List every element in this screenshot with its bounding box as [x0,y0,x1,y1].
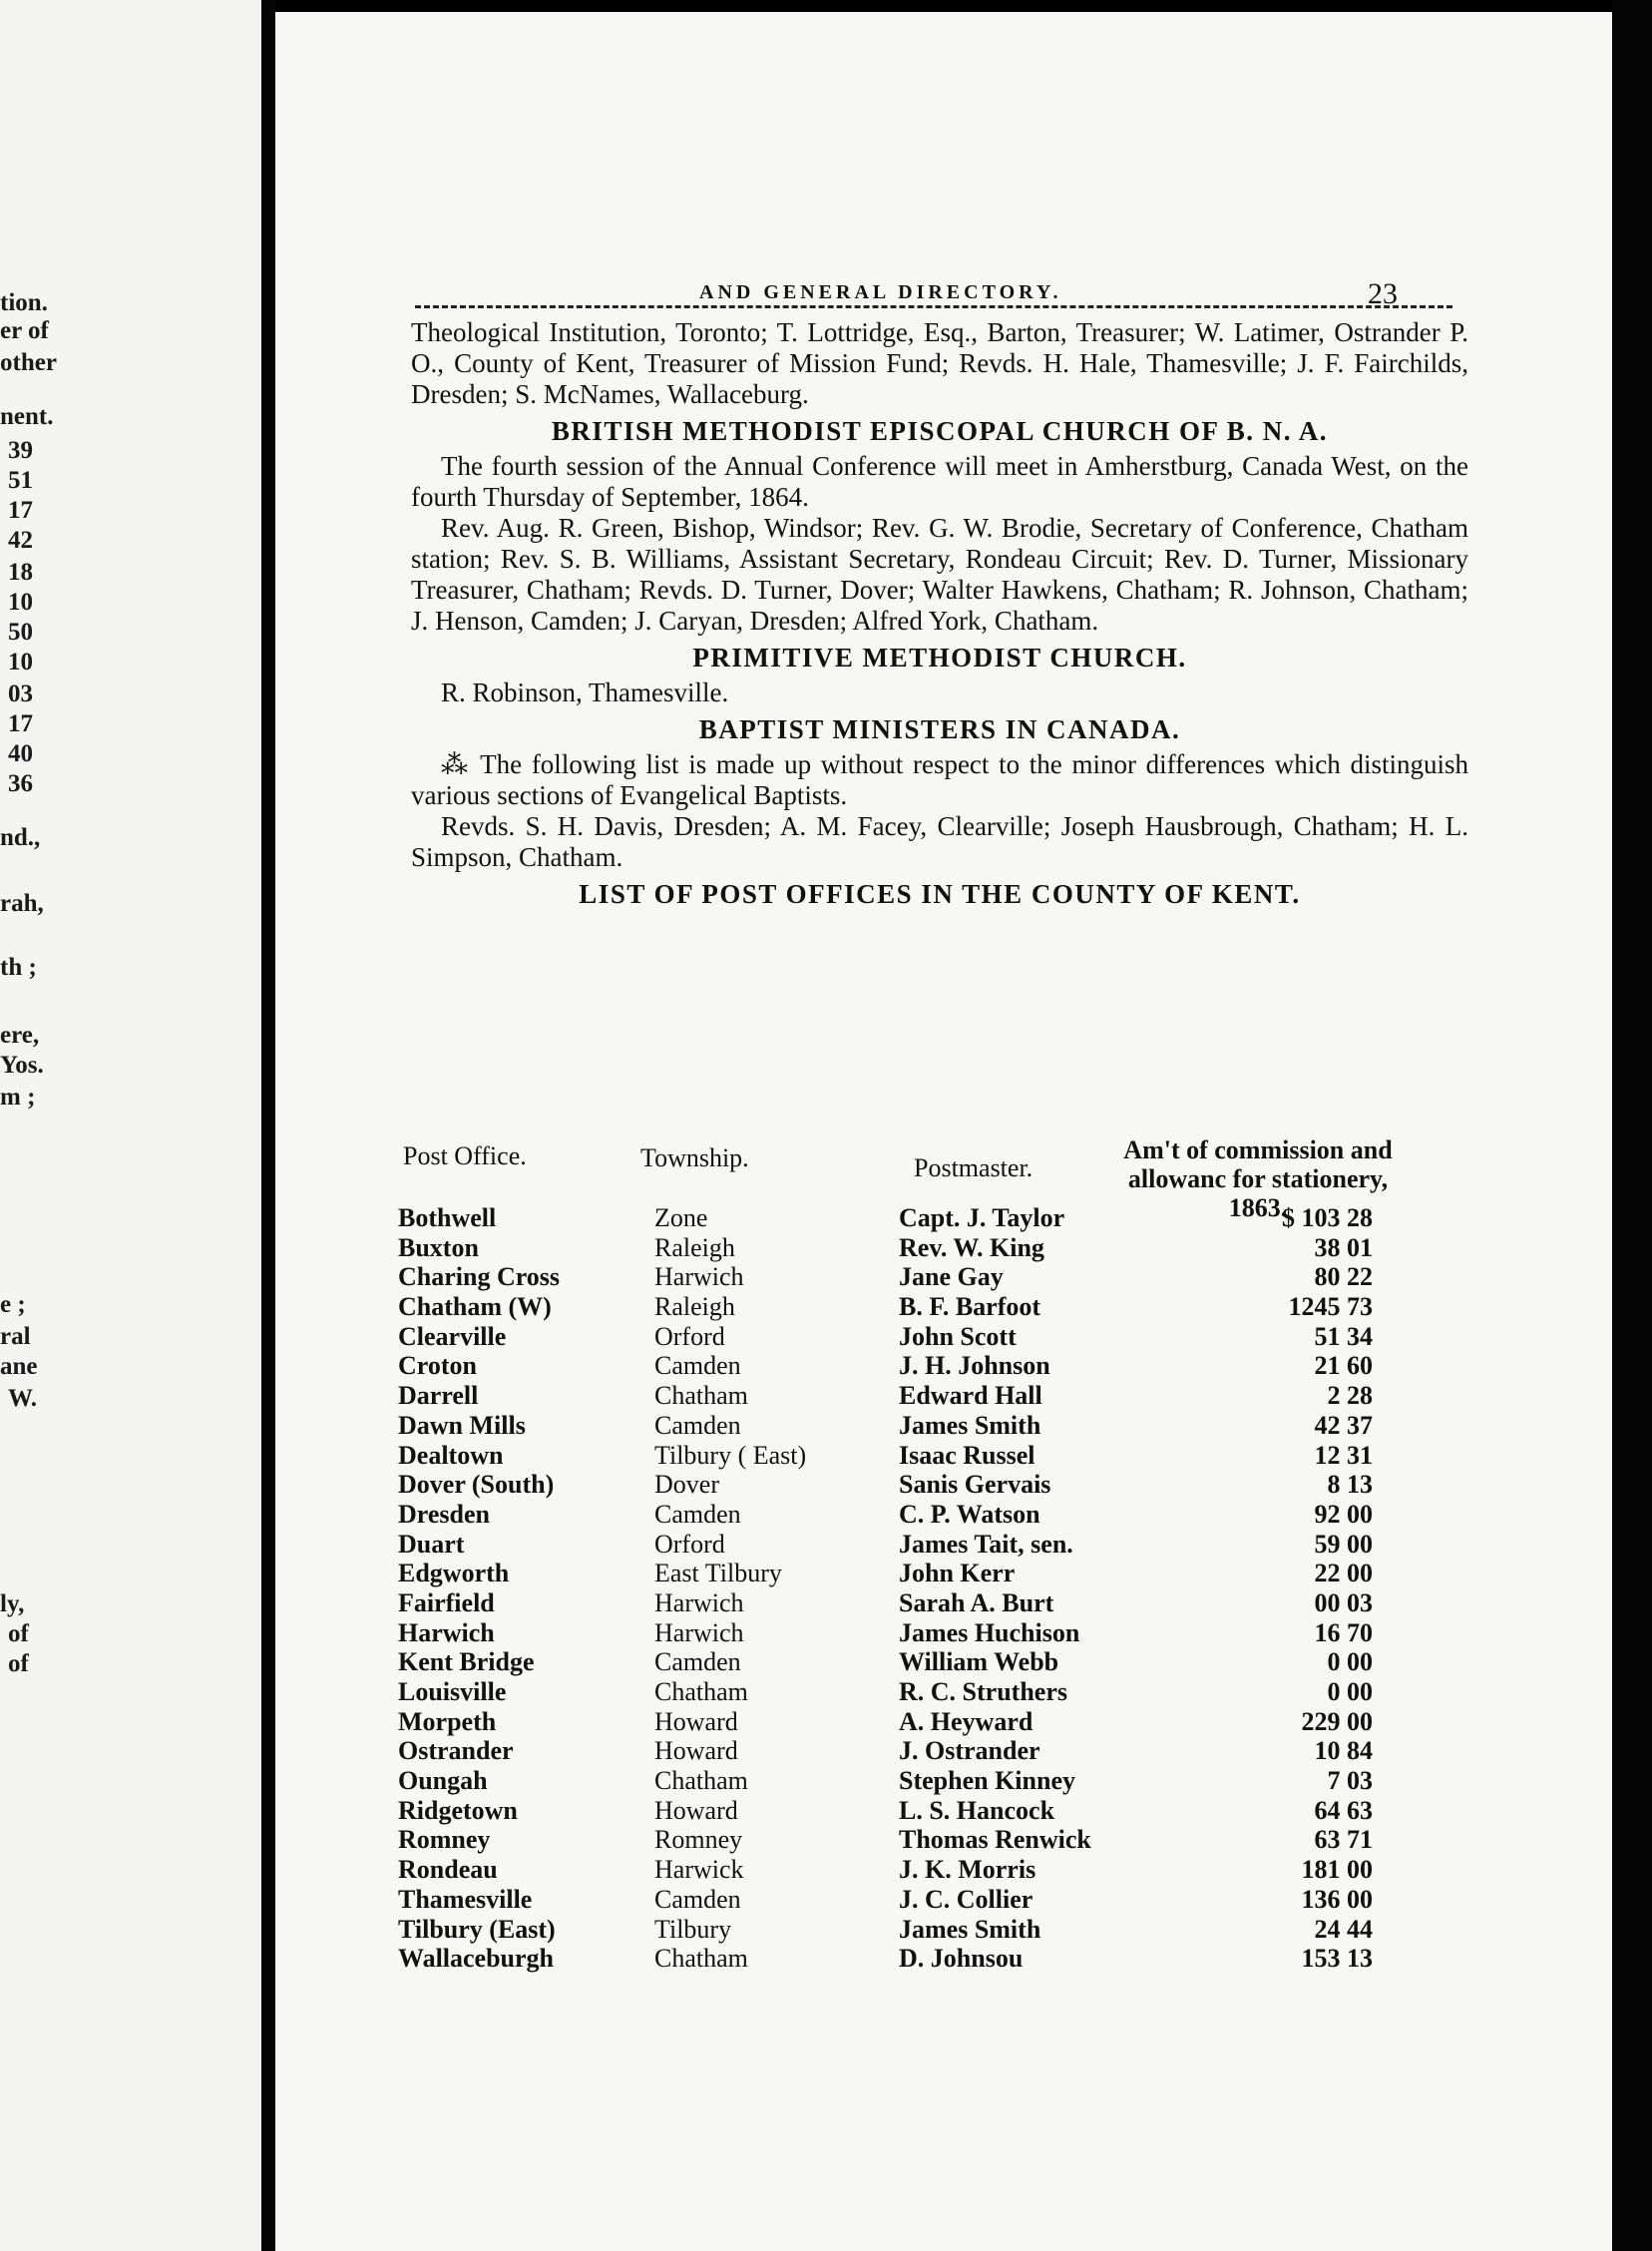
township-cell: Camden [654,1499,741,1529]
amount-cell: 51 34 [1314,1321,1373,1351]
amount-cell: 63 71 [1314,1825,1373,1855]
amount-cell: 153 13 [1301,1944,1373,1974]
post-office-cell: Morpeth [398,1706,497,1736]
amount-cell: $ 103 28 [1282,1203,1373,1232]
table-row [275,1411,1612,1441]
post-office-cell: Ridgetown [398,1795,518,1825]
facing-page-fragment [0,0,261,2251]
amount-cell: 1245 73 [1288,1292,1373,1322]
township-cell: Camden [654,1884,741,1914]
postmaster-cell: J. Ostrander [899,1736,1040,1766]
facing-page-text: tion. [0,289,48,316]
township-cell: Raleigh [654,1232,735,1262]
header-rule [415,305,1452,308]
postmaster-cell: Jane Gay [899,1262,1004,1292]
facing-page-text: 10 [8,589,33,616]
facing-page-text: 10 [8,649,33,675]
postmaster-cell: A. Heyward [899,1706,1033,1736]
page-number: 23 [1368,277,1398,310]
township-cell: Howard [654,1706,738,1736]
post-office-cell: Bothwell [398,1203,497,1232]
postmaster-cell: C. P. Watson [899,1499,1040,1529]
facing-page-text: 36 [8,770,33,797]
table-row [275,1292,1612,1322]
facing-page-text: 42 [8,527,33,554]
table-row [275,1233,1612,1263]
township-cell: Harwich [654,1587,744,1617]
facing-page-text: 17 [8,710,33,737]
postmaster-cell: R. C. Struthers [899,1677,1067,1706]
facing-page-text: er of [0,317,49,344]
facing-page-text: 18 [8,559,33,586]
township-cell: Chatham [654,1944,748,1974]
postmaster-cell: Sanis Gervais [899,1470,1051,1500]
facing-page-text: nent. [0,403,54,430]
amount-cell: 229 00 [1301,1706,1373,1736]
amount-cell: 136 00 [1301,1884,1373,1914]
post-office-cell: Clearville [398,1321,507,1351]
postmaster-cell: James Tait, sen. [899,1529,1073,1559]
amount-cell: 92 00 [1314,1499,1373,1529]
table-row [275,1885,1612,1915]
section-heading: BRITISH METHODIST EPISCOPAL CHURCH OF B. N. A. [551,416,1329,446]
township-cell: East Tilbury [654,1559,782,1588]
postmaster-cell: Rev. W. King [899,1232,1044,1262]
table-row [275,1322,1612,1352]
directory-page [275,12,1612,2251]
post-office-cell: Edgworth [398,1559,510,1588]
township-cell: Harwick [654,1855,744,1885]
post-office-cell: Dawn Mills [398,1410,526,1440]
facing-page-text: ere, [0,1022,40,1049]
township-cell: Camden [654,1410,741,1440]
township-cell: Chatham [654,1766,748,1796]
amount-cell: 42 37 [1314,1410,1373,1440]
amount-cell: 0 00 [1327,1677,1373,1706]
table-row [275,1855,1612,1885]
post-office-cell: Thamesville [398,1884,533,1914]
amount-cell: 8 13 [1327,1470,1373,1500]
post-office-cell: Oungah [398,1766,488,1796]
paragraph: Revds. S. H. Davis, Dresden; A. M. Facey, Clearville; Joseph Hausbrough, Chatham; H. L. Simpson, Chatham. [411,811,1468,872]
table-row [275,1262,1612,1292]
amount-cell: 181 00 [1301,1855,1373,1885]
table-row [275,1203,1612,1233]
postmaster-cell: William Webb [899,1647,1059,1677]
amount-cell: 22 00 [1314,1559,1373,1588]
table-row [275,1618,1612,1648]
post-office-cell: Romney [398,1825,491,1855]
township-cell: Harwich [654,1262,744,1292]
amount-cell: 38 01 [1314,1232,1373,1262]
amount-cell: 7 03 [1327,1766,1373,1796]
header-amount: Am't of commission and allowanc for stationery, 1863. [1123,1135,1393,1222]
township-cell: Howard [654,1795,738,1825]
postmaster-cell: L. S. Hancock [899,1795,1055,1825]
facing-page-text: of [8,1620,29,1647]
postmaster-cell: Isaac Russel [899,1440,1035,1470]
binding-gutter [261,0,275,2251]
table-row [275,1381,1612,1411]
amount-cell: 80 22 [1314,1262,1373,1292]
facing-page-text: W. [8,1385,37,1412]
paragraph: Rev. Aug. R. Green, Bishop, Windsor; Rev. G. W. Brodie, Secretary of Conference, Chatham station; Rev. S. B. Williams, Assistant Secretary, Rondeau Circuit; Rev. D. Turner, Missionary Treasurer, Chatham; Revds. D. Turner, Dover; Walter Hawkens, Chatham; R. Johnson, Chatham; J. Henson, Camden; J. Caryan, Dresden; Alfred York, Chatham. [411,513,1468,636]
paragraph: The fourth session of the Annual Conference will meet in Amherstburg, Canada West, on the fourth Thursday of September, 1864. [411,451,1468,512]
table-row [275,1707,1612,1737]
facing-page-text: of [8,1650,29,1677]
table-row [275,1500,1612,1530]
postmaster-cell: James Huchison [899,1617,1080,1647]
facing-page-text: 50 [8,619,33,646]
running-head [275,261,1612,310]
post-office-cell: Duart [398,1529,465,1559]
table-row [275,1441,1612,1471]
post-office-table [275,1203,1612,1974]
amount-cell: 16 70 [1314,1617,1373,1647]
facing-page-text: th ; [0,954,37,981]
post-office-cell: Dover (South) [398,1470,555,1500]
table-row [275,1647,1612,1677]
postmaster-cell: Edward Hall [899,1381,1042,1411]
post-office-cell: Ostrander [398,1736,514,1766]
post-office-cell: Chatham (W) [398,1292,552,1322]
postmaster-cell: Sarah A. Burt [899,1587,1054,1617]
section-heading: PRIMITIVE METHODIST CHURCH. [692,643,1187,673]
township-cell: Chatham [654,1381,748,1411]
post-office-cell: Tilbury (East) [398,1914,556,1944]
facing-page-text: 03 [8,680,33,707]
amount-cell: 00 03 [1314,1587,1373,1617]
post-office-cell: Fairfield [398,1587,495,1617]
post-office-cell: Dresden [398,1499,490,1529]
facing-page-text: other [0,349,57,376]
post-office-cell: Buxton [398,1232,479,1262]
amount-cell: 10 84 [1314,1736,1373,1766]
paragraph: ⁂ The following list is made up without respect to the minor differences which distinguish various sections of Evangelical Baptists. [411,749,1468,810]
facing-page-text: nd., [0,824,41,851]
postmaster-cell: James Smith [899,1914,1041,1944]
amount-cell: 24 44 [1314,1914,1373,1944]
body-text [411,317,1468,914]
table-row [275,1944,1612,1974]
township-cell: Orford [654,1529,725,1559]
postmaster-cell: J. K. Morris [899,1855,1036,1885]
township-cell: Zone [654,1203,708,1232]
post-office-cell: Darrell [398,1381,479,1411]
township-cell: Chatham [654,1677,748,1706]
township-cell: Howard [654,1736,738,1766]
table-row [275,1915,1612,1945]
table-row [275,1530,1612,1560]
post-office-cell: Croton [398,1351,477,1381]
postmaster-cell: Thomas Renwick [899,1825,1091,1855]
postmaster-cell: Capt. J. Taylor [899,1203,1065,1232]
amount-cell: 0 00 [1327,1647,1373,1677]
paragraph: R. Robinson, Thamesville. [441,677,729,707]
post-office-cell: Charing Cross [398,1262,561,1292]
running-title: AND GENERAL DIRECTORY. [699,281,1062,303]
facing-page-text: Yos. [0,1052,44,1079]
township-cell: Orford [654,1321,725,1351]
facing-page-text: 40 [8,740,33,767]
post-office-cell: Rondeau [398,1855,498,1885]
facing-page-text: 51 [8,467,33,494]
table-row [275,1796,1612,1826]
paragraph: Theological Institution, Toronto; T. Lottridge, Esq., Barton, Treasurer; W. Latimer, Ostrander P. O., County of Kent, Treasurer of Mission Fund; Revds. H. Hale, Thamesville; J. F. Fairchilds, Dresden; S. McNames, Wallaceburg. [411,317,1468,409]
postmaster-cell: John Scott [899,1321,1017,1351]
postmaster-cell: James Smith [899,1410,1041,1440]
facing-page-text: ly, [0,1590,25,1617]
scan-edge [1612,0,1652,2251]
amount-cell: 2 28 [1327,1381,1373,1411]
postmaster-cell: J. C. Collier [899,1884,1033,1914]
postmaster-cell: B. F. Barfoot [899,1292,1041,1322]
post-office-cell: Harwich [398,1617,495,1647]
township-cell: Dover [654,1470,719,1500]
township-cell: Harwich [654,1617,744,1647]
township-cell: Tilbury [654,1914,732,1944]
facing-page-text: 17 [8,497,33,524]
post-office-cell: Dealtown [398,1440,504,1470]
facing-page-text: m ; [0,1084,36,1111]
township-cell: Camden [654,1647,741,1677]
table-row [275,1825,1612,1855]
table-row [275,1736,1612,1766]
facing-page-text: ane [0,1353,38,1380]
facing-page-text: 39 [8,437,33,464]
table-row [275,1351,1612,1381]
postmaster-cell: J. H. Johnson [899,1351,1050,1381]
amount-cell: 64 63 [1314,1795,1373,1825]
header-township: Township. [640,1143,749,1172]
township-cell: Romney [654,1825,743,1855]
header-post-office: Post Office. [403,1141,527,1170]
postmaster-cell: Stephen Kinney [899,1766,1075,1796]
section-heading: BAPTIST MINISTERS IN CANADA. [698,714,1181,744]
postmaster-cell: John Kerr [899,1559,1016,1588]
post-office-cell: Kent Bridge [398,1647,535,1677]
header-postmaster: Postmaster. [914,1153,1033,1182]
facing-page-text: ral [0,1323,31,1350]
postmaster-cell: D. Johnsou [899,1944,1024,1974]
post-office-cell: Wallaceburgh [398,1944,555,1974]
post-office-cell: Louisville [398,1677,507,1706]
amount-cell: 12 31 [1314,1440,1373,1470]
facing-page-text: rah, [0,890,44,917]
township-cell: Camden [654,1351,741,1381]
amount-cell: 59 00 [1314,1529,1373,1559]
township-cell: Tilbury ( East) [654,1440,807,1470]
township-cell: Raleigh [654,1292,735,1322]
facing-page-text: e ; [0,1291,26,1318]
table-row [275,1677,1612,1707]
table-row [275,1588,1612,1618]
amount-cell: 21 60 [1314,1351,1373,1381]
table-row [275,1470,1612,1500]
section-heading: LIST OF POST OFFICES IN THE COUNTY OF KENT. [579,879,1301,909]
table-row [275,1766,1612,1796]
table-row [275,1559,1612,1588]
